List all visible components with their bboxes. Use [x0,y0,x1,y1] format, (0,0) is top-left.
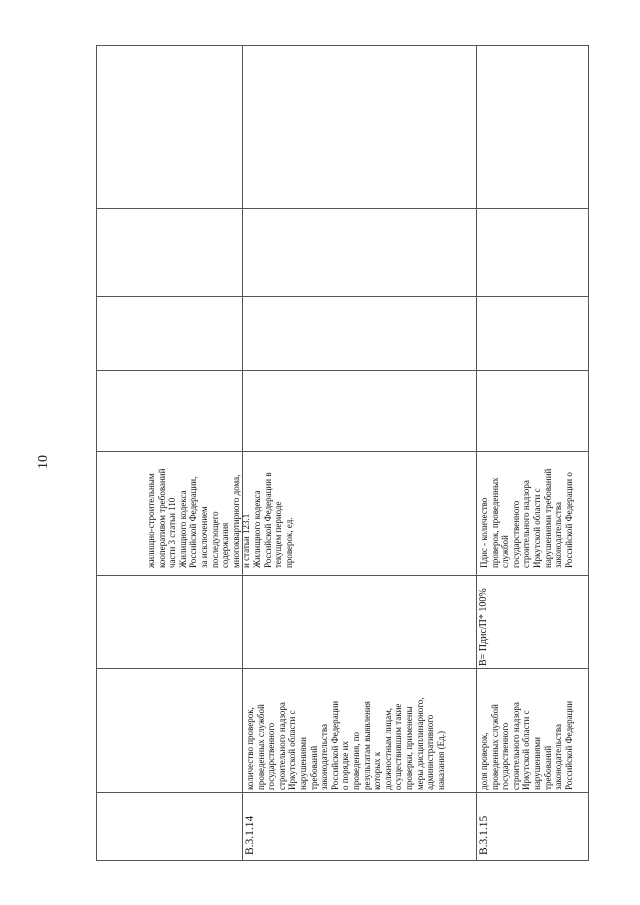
text-line: последующего [209,511,220,568]
text-line: и статьи 123.1 [241,513,252,568]
text-line: которых к [372,751,383,790]
text-line: содержания [220,522,231,568]
text-line: государственного [500,722,511,790]
text-line: проведенных службой [255,704,266,790]
text-line: нарушениями [531,737,542,790]
text-line: Иркутской области с [521,710,532,790]
column-divider [96,296,588,297]
table-border-right [588,45,589,861]
text-line: проведенных службой [489,704,500,790]
text-line: В.3.1.14 [244,815,256,855]
row-divider [476,45,477,861]
text-line: нарушениями [297,737,308,790]
text-line: В.3.1.15 [478,815,490,855]
text-line: Жилищного кодекса [251,490,262,568]
table-border-left [96,45,97,861]
text-line: законодательства [553,502,564,568]
text-line: результатам выявления [361,701,372,790]
page-number [34,452,54,472]
text-line: должностным лицам, [382,707,393,790]
text-line: Иркутской области с [531,488,542,568]
text-line: службой [500,535,511,568]
text-line: Иркутской области с [287,710,298,790]
text-line: законодательства [553,724,564,790]
table-border-top [96,45,588,46]
text-line: требований [542,745,553,790]
formula-text: В= Пдис/П* 100% [478,588,489,666]
text-line: доля проверок, [479,732,489,790]
row-3-formula [479,588,490,666]
text-line: Жилищного кодекса [177,490,188,568]
text-line: законодательства [319,724,330,790]
text-line: проверок, ед. [283,517,294,568]
text-line: строительного надзора [510,702,521,790]
row-3-description [479,450,574,568]
text-line: административного [425,714,436,790]
text-line: государственного [266,722,277,790]
text-line: проведения, по [350,731,361,790]
row-3-name [479,670,574,790]
text-line: текущем периоде [273,501,284,568]
row-1-description [146,450,294,568]
text-line: нарушениями требований [542,468,553,568]
column-divider [96,208,588,209]
page-number-text: 10 [36,455,51,469]
text-line: проверок, проведенных [489,477,500,568]
text-line: Пдис - количество [479,497,489,568]
table-border-bottom [96,860,588,861]
text-line: Российской Федерации в [262,472,273,568]
text-line: за исключением [198,506,209,568]
column-divider [96,370,588,371]
text-line: Российской Федерации о [563,472,574,568]
text-line: строительного надзора [521,480,532,568]
text-line: государственного [510,500,521,568]
row-1-description-cell [146,468,294,682]
text-line: жилищно-строительным [146,473,156,568]
text-line: количество проверок, [245,707,255,790]
row-2-code [244,816,256,855]
text-line: наказания (Ед.) [435,731,446,790]
text-line: о порядке их [340,741,351,790]
row-2-name [245,670,446,790]
text-line: требований [308,745,319,790]
column-divider [96,792,588,793]
text-line: многоквартирного дома, [230,474,241,568]
text-line: строительного надзора [276,702,287,790]
text-line: Российской Федерации [329,700,340,790]
text-line: Российской Федерации, [188,476,199,568]
text-line: части 3 статьи 110 [167,497,178,568]
text-line: осуществившим такие [393,703,404,790]
row-3-code [478,816,490,855]
text-line: проверки, применены [403,706,414,790]
text-line: Российской Федерации [563,700,574,790]
text-line: меры дисциплинарного, [414,697,425,790]
text-line: кооперативом требований [156,468,167,568]
